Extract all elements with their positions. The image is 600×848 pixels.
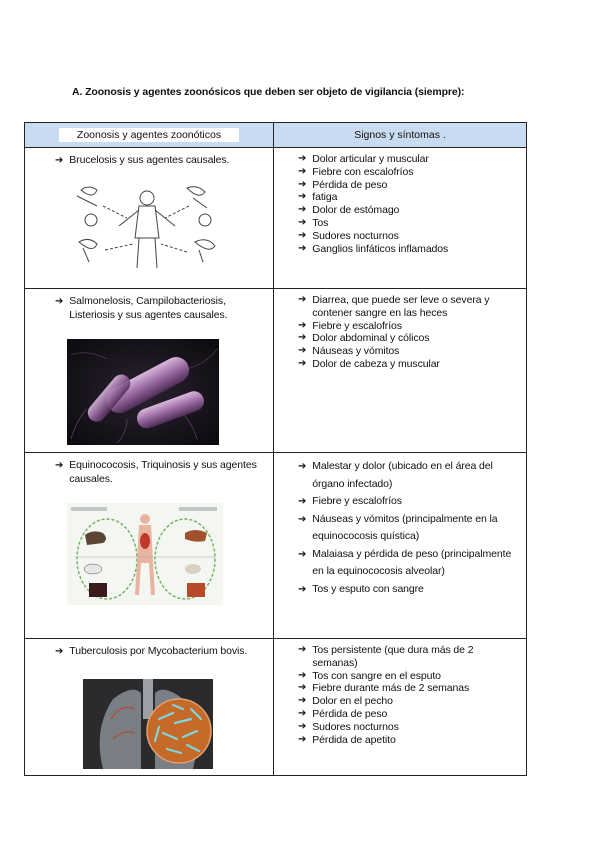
symptom-list — [298, 644, 518, 746]
arrow-icon: ➔ — [298, 695, 307, 707]
symptom-label: Náuseas y vómitos — [312, 345, 400, 358]
header-cell-symptoms — [274, 123, 527, 148]
agent-label: Salmonelosis, Campilobacteriosis, Listeriosis y sus agentes causales. — [69, 295, 228, 321]
symptom-label: Sudores nocturnos — [312, 720, 399, 733]
arrow-icon: ➔ — [55, 296, 64, 307]
list-item — [298, 294, 518, 320]
list-item — [298, 644, 518, 670]
list-item — [298, 243, 518, 256]
symptom-label: Náuseas y vómitos (principalmente en la equinococosis quística) — [312, 512, 498, 542]
arrow-icon: ➔ — [298, 319, 307, 331]
list-item — [298, 204, 518, 217]
symptom-label: Fiebre con escalofríos — [312, 165, 414, 178]
arrow-icon: ➔ — [298, 720, 307, 732]
header-cell-zoonosis — [25, 123, 274, 148]
arrow-icon: ➔ — [298, 496, 307, 507]
symptom-label: Tos y esputo con sangre — [312, 582, 424, 595]
list-item — [298, 191, 518, 204]
symptom-label: Malaiasa y pérdida de peso (principalmente en la equinococosis alveolar) — [312, 547, 512, 577]
arrow-icon: ➔ — [298, 178, 307, 190]
list-item — [298, 230, 518, 243]
agent-cell — [25, 639, 274, 776]
arrow-icon: ➔ — [298, 513, 307, 525]
list-item — [298, 217, 518, 230]
agent-cell — [25, 148, 274, 289]
arrow-icon: ➔ — [298, 345, 307, 357]
list-item — [298, 332, 518, 345]
lungs-mycobacterium-image — [83, 679, 213, 769]
symptoms-cell — [274, 289, 527, 453]
list-item — [298, 546, 518, 581]
arrow-icon: ➔ — [298, 242, 307, 254]
list-item — [298, 721, 518, 734]
symptom-label: Dolor de estómago — [312, 204, 400, 217]
agent-item — [55, 459, 265, 486]
agent-cell — [25, 453, 274, 639]
symptom-label: Ganglios linfáticos inflamados — [312, 242, 449, 255]
arrow-icon: ➔ — [298, 669, 307, 681]
header-label: Signos y síntomas . — [354, 129, 446, 141]
symptom-label: Fiebre y escalofríos — [312, 495, 402, 507]
agent-cell — [25, 289, 274, 453]
arrow-icon: ➔ — [298, 682, 307, 694]
bacteria-micrograph-image — [67, 339, 219, 445]
symptom-label: Tos con sangre en el esputo — [312, 669, 441, 682]
symptom-list — [298, 294, 518, 371]
list-item — [298, 458, 518, 493]
brucellosis-diagram-svg — [69, 176, 225, 276]
arrow-icon: ➔ — [298, 357, 307, 369]
table-row — [25, 453, 527, 639]
symptom-label: Fiebre durante más de 2 semanas — [312, 682, 470, 695]
list-item — [298, 179, 518, 192]
list-item — [298, 166, 518, 179]
arrow-icon: ➔ — [55, 646, 64, 657]
table-row — [25, 289, 527, 453]
parasite-life-cycle-svg — [67, 503, 223, 605]
symptom-label: fatiga — [312, 191, 338, 204]
arrow-icon: ➔ — [298, 644, 307, 655]
arrow-icon: ➔ — [298, 583, 307, 595]
arrow-icon: ➔ — [55, 155, 64, 166]
arrow-icon: ➔ — [298, 548, 307, 560]
arrow-icon: ➔ — [298, 707, 307, 719]
lungs-mycobacterium-svg — [83, 679, 213, 769]
header-label: Zoonosis y agentes zoonóticos — [59, 128, 239, 142]
symptom-label: Tos — [312, 216, 329, 229]
symptom-label: Dolor articular y muscular — [312, 153, 429, 165]
bacteria-micrograph-svg — [67, 339, 219, 445]
list-item — [298, 345, 518, 358]
symptom-label: Fiebre y escalofríos — [312, 319, 402, 332]
symptom-label: Malestar y dolor (ubicado en el área del órgano infectado) — [312, 460, 493, 490]
symptom-label: Dolor abdominal y cólicos — [312, 332, 430, 345]
symptom-label: Dolor de cabeza y muscular — [312, 357, 440, 370]
list-item — [298, 670, 518, 683]
table-row — [25, 148, 527, 289]
symptoms-cell — [274, 148, 527, 289]
arrow-icon: ➔ — [298, 229, 307, 241]
list-item — [298, 682, 518, 695]
arrow-icon: ➔ — [298, 191, 307, 203]
symptom-label: Pérdida de peso — [312, 178, 388, 191]
brucellosis-diagram-image — [69, 176, 225, 276]
list-item — [298, 734, 518, 747]
list-item — [298, 511, 518, 546]
symptom-label: Pérdida de apetito — [312, 733, 396, 746]
zoonosis-table — [24, 122, 527, 776]
symptom-label: Dolor en el pecho — [312, 695, 393, 708]
agent-label: Brucelosis y sus agentes causales. — [69, 154, 230, 166]
symptom-label: Pérdida de peso — [312, 707, 388, 720]
agent-item — [55, 645, 265, 659]
arrow-icon: ➔ — [298, 153, 307, 164]
arrow-icon: ➔ — [298, 294, 307, 305]
arrow-icon: ➔ — [298, 733, 307, 745]
list-item — [298, 153, 518, 166]
table-header-row — [25, 123, 527, 148]
symptom-label: Diarrea, que puede ser leve o severa y contener sangre en las heces — [312, 294, 490, 319]
symptom-list — [298, 458, 518, 598]
list-item — [298, 708, 518, 721]
arrow-icon: ➔ — [298, 165, 307, 177]
arrow-icon: ➔ — [298, 204, 307, 216]
table-row — [25, 639, 527, 776]
arrow-icon: ➔ — [298, 332, 307, 344]
list-item — [298, 358, 518, 371]
arrow-icon: ➔ — [298, 461, 307, 472]
list-item — [298, 581, 518, 599]
agent-label: Equinococosis, Triquinosis y sus agentes causales. — [69, 459, 257, 485]
agent-label: Tuberculosis por Mycobacterium bovis. — [69, 645, 248, 657]
symptoms-cell — [274, 453, 527, 639]
arrow-icon: ➔ — [298, 216, 307, 228]
parasite-life-cycle-image — [67, 503, 223, 605]
symptom-label: Tos persistente (que dura más de 2 semanas) — [312, 644, 474, 669]
agent-item — [55, 154, 265, 168]
list-item — [298, 320, 518, 333]
list-item — [298, 695, 518, 708]
agent-item — [55, 295, 265, 322]
symptom-list — [298, 153, 518, 255]
arrow-icon: ➔ — [55, 460, 64, 471]
symptoms-cell — [274, 639, 527, 776]
list-item — [298, 493, 518, 511]
symptom-label: Sudores nocturnos — [312, 229, 399, 242]
page-title: A. Zoonosis y agentes zoonósicos que deben ser objeto de vigilancia (siempre): — [72, 86, 465, 98]
